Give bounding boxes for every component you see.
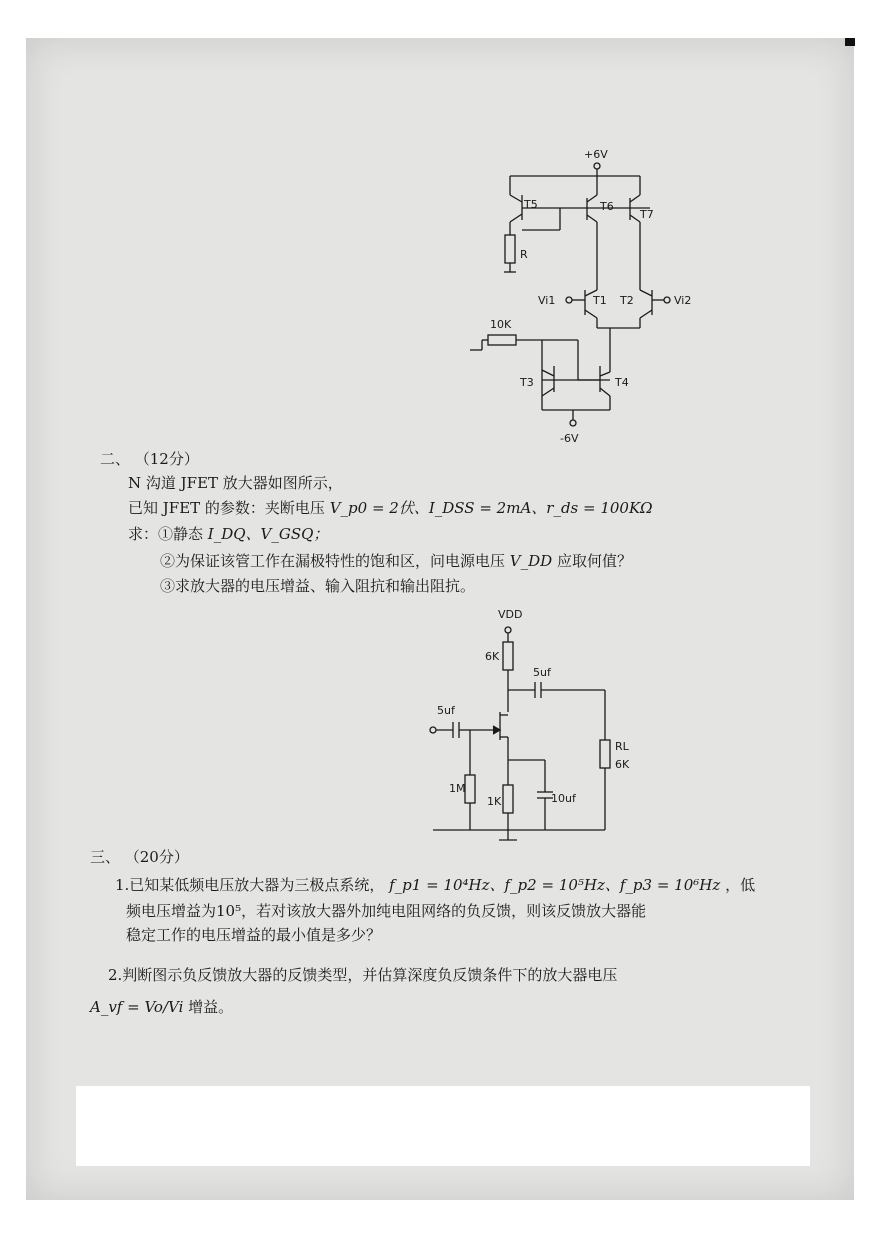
blank-area [76, 1086, 810, 1166]
section2-q2-prefix: ②为保证该管工作在漏极特性的饱和区，问电源电压 [160, 552, 506, 570]
t6-label: T6 [600, 200, 614, 213]
section3-q1-line2: 频电压增益为10⁵，若对该放大器外加纯电阻网络的负反馈，则该反馈放大器能 [126, 902, 647, 920]
section2-q1 [128, 527, 328, 542]
section2-q2-suffix: 应取何值？ [556, 552, 632, 570]
t1-label: T1 [593, 294, 607, 307]
section3-q2-line1: 2.判断图示负反馈放大器的反馈类型，并估算深度负反馈条件下的放大器电压 [108, 966, 618, 984]
t2-label: T2 [620, 294, 634, 307]
section3-q1-suffix: ，低 [725, 876, 756, 894]
section3-q2-suffix: 增益。 [188, 998, 234, 1016]
cs-label: 10uf [551, 792, 576, 805]
section2-q3: ③求放大器的电压增益、输入阻抗和输出阻抗。 [160, 577, 476, 595]
vi2-label: Vi2 [674, 294, 692, 307]
vdd-label: VDD [498, 608, 523, 621]
rg-label: 1M [449, 782, 466, 795]
vplus-label: +6V [584, 148, 608, 161]
section2-q1-prefix: 求：①静态 [128, 525, 204, 543]
jfet-amp-circuit [425, 600, 650, 850]
r-label: R [520, 248, 528, 261]
section2-line1: N 沟道 JFET 放大器如图所示， [128, 474, 343, 492]
section3-q1-line1 [115, 878, 755, 893]
diff-amp-circuit [460, 140, 720, 450]
section3-q1-line3: 稳定工作的电压增益的最小值是多少？ [126, 926, 382, 944]
section3-q1-prefix: 1.已知某低频电压放大器为三极点系统， [115, 876, 385, 894]
cout-label: 5uf [533, 666, 551, 679]
rl-label: RL [615, 740, 629, 753]
rs-label: 1K [487, 795, 502, 808]
t7-label: T7 [640, 208, 654, 221]
r10k-label: 10K [490, 318, 512, 331]
section3-heading: 三、 （20分） [90, 848, 189, 866]
cin-label: 5uf [437, 704, 455, 717]
section2-q1-math: I_DQ、V_GSQ； [207, 525, 329, 543]
section2-q2 [160, 554, 632, 569]
rl-value: 6K [615, 758, 630, 771]
vminus-label: -6V [560, 432, 579, 445]
t5-label: T5 [524, 198, 538, 211]
section3-q2-line2 [90, 1000, 233, 1015]
section2-heading: 二、 （12分） [100, 450, 199, 468]
section3-q2-math: A_vf = Vo/Vi [90, 998, 184, 1016]
rd-label: 6K [485, 650, 500, 663]
vi1-label: Vi1 [538, 294, 556, 307]
section2-q2-math: V_DD [509, 552, 553, 570]
section2-line2 [128, 501, 653, 516]
t4-label: T4 [615, 376, 629, 389]
scan-corner-mark [845, 38, 855, 46]
section2-line2-prefix: 已知 JFET 的参数：夹断电压 [128, 499, 325, 517]
t3-label: T3 [520, 376, 534, 389]
section3-q1-math: f_p1 = 10⁴Hz、f_p2 = 10⁵Hz、f_p3 = 10⁶Hz [389, 876, 721, 894]
section2-line2-math: V_p0 = 2伏、I_DSS = 2mA、r_ds = 100KΩ [329, 499, 653, 517]
